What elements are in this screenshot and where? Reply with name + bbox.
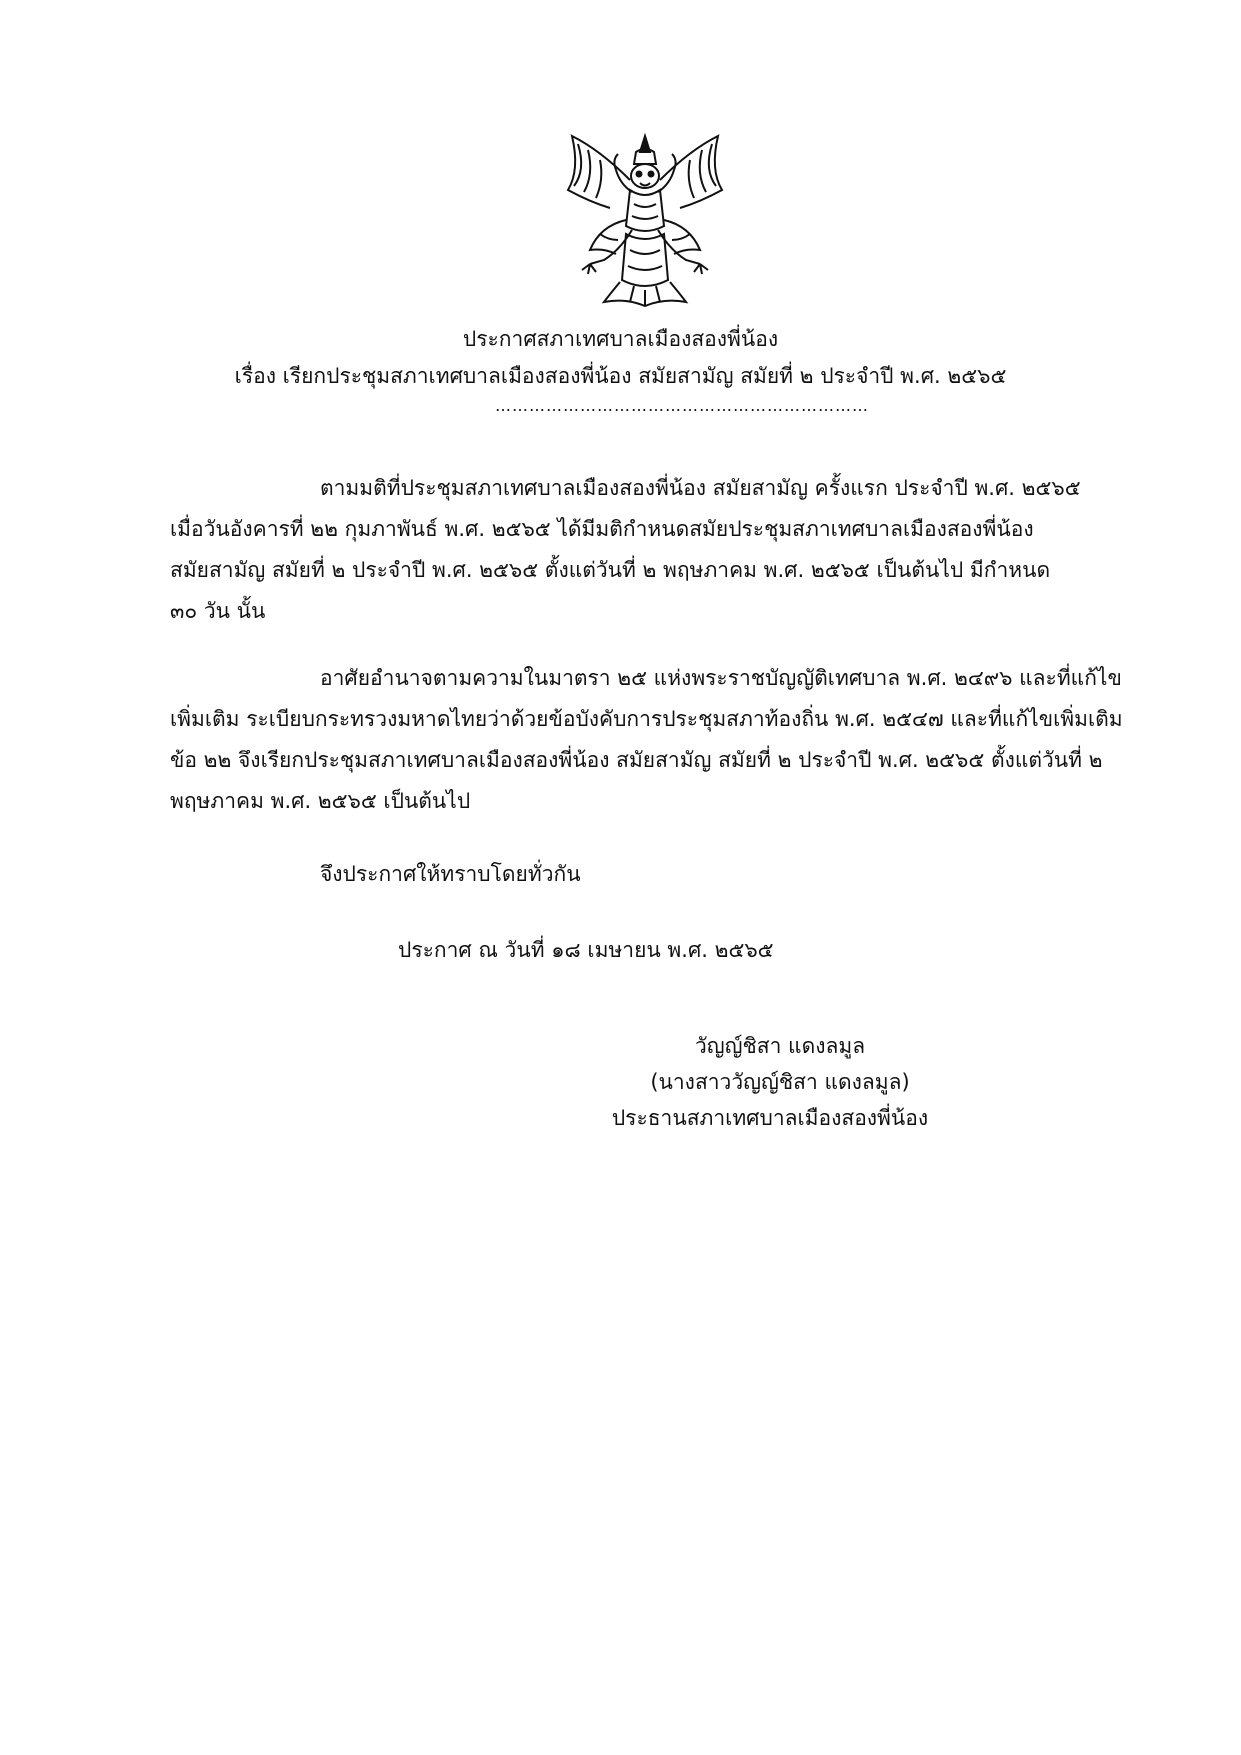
signatory-full-name: (นางสาววัญญ์ชิสา แดงลมูล) [650,1070,910,1094]
paragraph-1-line: เมื่อวันอังคารที่ ๒๒ กุมภาพันธ์ พ.ศ. ๒๕๖๕ ได้มีมติกำหนดสมัยประชุมสภาเทศบาลเมืองสองพี่น้อง [170,517,1034,541]
paragraph-1-line: สมัยสามัญ สมัยที่ ๒ ประจำปี พ.ศ. ๒๕๖๕ ตั้งแต่วันที่ ๒ พฤษภาคม พ.ศ. ๒๕๖๕ เป็นต้นไป มีกำหนด [170,558,1051,582]
announcement-subject: เรื่อง เรียกประชุมสภาเทศบาลเมืองสองพี่น้อง สมัยสามัญ สมัยที่ ๒ ประจำปี พ.ศ. ๒๕๖๕ [234,364,1007,388]
announcement-title: ประกาศสภาเทศบาลเมืองสองพี่น้อง [462,327,779,351]
paragraph-2-line: พฤษภาคม พ.ศ. ๒๕๖๕ เป็นต้นไป [170,789,471,813]
dotted-separator: ………………………………………………………… [495,396,869,415]
paragraph-1 [170,468,1115,632]
announcement-date: ประกาศ ณ วันที่ ๑๘ เมษายน พ.ศ. ๒๕๖๕ [398,938,774,962]
paragraph-2-line: ข้อ ๒๒ จึงเรียกประชุมสภาเทศบาลเมืองสองพี่น้อง สมัยสามัญ สมัยที่ ๒ ประจำปี พ.ศ. ๒๕๖๕ ตั้งแต่วันที่ ๒ [170,748,1103,772]
paragraph-2-line: อาศัยอำนาจตามความในมาตรา ๒๕ แห่งพระราชบัญญัติเทศบาล พ.ศ. ๒๔๙๖ และที่แก้ไข [320,666,1122,690]
garuda-emblem-icon [560,130,730,310]
signatory-position: ประธานสภาเทศบาลเมืองสองพี่น้อง [611,1106,929,1130]
paragraph-2 [170,658,1123,822]
paragraph-1-line: ๓๐ วัน นั้น [170,599,266,623]
paragraph-2-line: เพิ่มเติม ระเบียบกระทรวงมหาดไทยว่าด้วยข้อบังคับการประชุมสภาท้องถิ่น พ.ศ. ๒๕๔๗ และที่แก้ไขเพิ่มเติม [170,707,1123,731]
signature-name: วัญญ์ชิสา แดงลมูล [694,1034,866,1058]
closing-statement: จึงประกาศให้ทราบโดยทั่วกัน [320,862,581,886]
paragraph-1-line: ตามมติที่ประชุมสภาเทศบาลเมืองสองพี่น้อง สมัยสามัญ ครั้งแรก ประจำปี พ.ศ. ๒๕๖๕ [320,476,1081,500]
